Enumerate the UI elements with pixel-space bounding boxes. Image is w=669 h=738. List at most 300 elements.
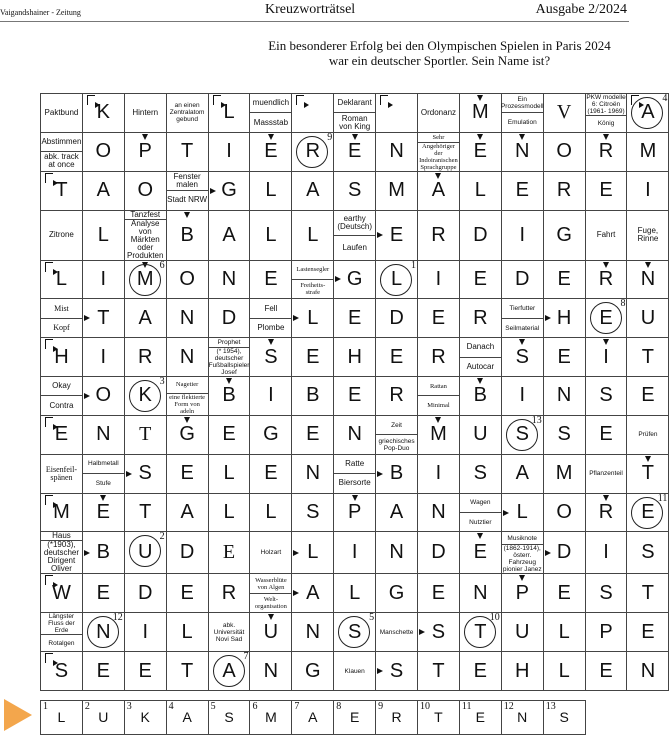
letter-cell[interactable] bbox=[334, 415, 376, 454]
grid-letter: A bbox=[222, 659, 236, 682]
letter-cell[interactable] bbox=[250, 132, 292, 171]
letter-cell[interactable] bbox=[124, 260, 166, 299]
letter-cell[interactable] bbox=[501, 493, 543, 532]
letter-cell[interactable] bbox=[543, 377, 585, 416]
letter-cell[interactable] bbox=[585, 171, 627, 210]
letter-cell[interactable] bbox=[82, 415, 124, 454]
letter-cell[interactable] bbox=[124, 574, 166, 613]
letter-cell[interactable] bbox=[250, 171, 292, 210]
grid-letter: E bbox=[96, 581, 110, 604]
letter-cell[interactable] bbox=[292, 338, 334, 377]
letter-cell[interactable] bbox=[250, 338, 292, 377]
clue-text: Fahrt bbox=[596, 230, 616, 240]
solution-letter: R bbox=[391, 708, 402, 725]
clue-cell bbox=[334, 94, 376, 133]
letter-cell[interactable] bbox=[627, 171, 669, 210]
letter-cell[interactable] bbox=[501, 210, 543, 260]
letter-cell[interactable] bbox=[501, 171, 543, 210]
letter-cell[interactable] bbox=[459, 210, 501, 260]
grid-letter: I bbox=[519, 384, 526, 407]
letter-cell[interactable] bbox=[292, 171, 334, 210]
letter-cell[interactable] bbox=[208, 210, 250, 260]
letter-cell[interactable] bbox=[627, 652, 669, 691]
solution-cell[interactable] bbox=[208, 701, 250, 735]
letter-cell[interactable] bbox=[82, 299, 124, 338]
letter-cell[interactable] bbox=[124, 299, 166, 338]
letter-cell[interactable] bbox=[208, 493, 250, 532]
solution-letter: A bbox=[182, 708, 192, 725]
letter-cell[interactable] bbox=[208, 260, 250, 299]
letter-cell[interactable] bbox=[627, 299, 669, 338]
letter-cell[interactable] bbox=[82, 493, 124, 532]
letter-cell[interactable] bbox=[166, 338, 208, 377]
grid-letter: T bbox=[181, 659, 194, 682]
grid-letter: D bbox=[431, 541, 446, 564]
letter-cell[interactable] bbox=[418, 260, 460, 299]
letter-cell[interactable] bbox=[166, 132, 208, 171]
letter-cell[interactable] bbox=[501, 454, 543, 493]
clue-cell bbox=[501, 532, 543, 574]
letter-cell[interactable] bbox=[124, 338, 166, 377]
letter-cell[interactable] bbox=[82, 652, 124, 691]
letter-cell[interactable] bbox=[292, 454, 334, 493]
grid-letter: E bbox=[641, 384, 655, 407]
letter-cell[interactable] bbox=[82, 260, 124, 299]
clue-text: Danach bbox=[466, 342, 495, 352]
solution-cell[interactable] bbox=[418, 701, 460, 735]
letter-cell[interactable] bbox=[543, 94, 585, 133]
grid-letter: L bbox=[223, 101, 235, 124]
letter-cell[interactable] bbox=[376, 454, 418, 493]
clue-cell bbox=[627, 210, 669, 260]
clue-cell bbox=[208, 338, 250, 377]
letter-cell[interactable] bbox=[627, 338, 669, 377]
letter-cell[interactable] bbox=[418, 338, 460, 377]
arrow-right-icon bbox=[335, 276, 341, 282]
letter-cell[interactable] bbox=[543, 574, 585, 613]
letter-cell[interactable] bbox=[543, 652, 585, 691]
letter-cell[interactable] bbox=[250, 377, 292, 416]
letter-cell[interactable] bbox=[334, 613, 376, 652]
letter-cell[interactable] bbox=[376, 210, 418, 260]
letter-cell[interactable] bbox=[376, 377, 418, 416]
letter-cell[interactable] bbox=[334, 299, 376, 338]
letter-cell[interactable] bbox=[292, 493, 334, 532]
grid-letter: R bbox=[473, 306, 488, 329]
letter-cell[interactable] bbox=[166, 454, 208, 493]
grid-letter: I bbox=[268, 384, 274, 407]
grid-letter: T bbox=[139, 501, 152, 524]
letter-cell[interactable] bbox=[124, 454, 166, 493]
letter-cell[interactable] bbox=[459, 532, 501, 574]
grid-letter: E bbox=[306, 423, 320, 446]
letter-cell[interactable] bbox=[376, 171, 418, 210]
letter-cell[interactable] bbox=[41, 338, 83, 377]
grid-letter: B bbox=[473, 384, 488, 407]
letter-cell[interactable] bbox=[208, 132, 250, 171]
grid-letter: U bbox=[263, 620, 279, 643]
letter-cell[interactable] bbox=[376, 260, 418, 299]
clue-cell bbox=[250, 532, 292, 574]
letter-cell[interactable] bbox=[250, 210, 292, 260]
grid-letter: P bbox=[515, 581, 529, 604]
letter-cell[interactable] bbox=[41, 493, 83, 532]
clue-text: abk. track at once bbox=[41, 151, 82, 170]
grid-letter: S bbox=[306, 501, 320, 524]
arrow-down-right-icon bbox=[45, 173, 53, 183]
letter-cell[interactable] bbox=[585, 377, 627, 416]
arrow-down-right-icon bbox=[380, 95, 388, 105]
grid-row bbox=[41, 613, 669, 652]
clue-text: Laufen bbox=[334, 235, 375, 260]
grid-letter: L bbox=[474, 179, 486, 202]
letter-cell[interactable] bbox=[376, 132, 418, 171]
letter-cell[interactable] bbox=[459, 299, 501, 338]
letter-cell[interactable] bbox=[82, 377, 124, 416]
letter-cell[interactable] bbox=[166, 299, 208, 338]
letter-cell[interactable] bbox=[501, 652, 543, 691]
clue-text: Plombe bbox=[250, 318, 291, 337]
letter-cell[interactable] bbox=[627, 493, 669, 532]
letter-cell[interactable] bbox=[376, 94, 418, 133]
letter-cell[interactable] bbox=[418, 210, 460, 260]
letter-cell[interactable] bbox=[334, 377, 376, 416]
letter-cell[interactable] bbox=[376, 574, 418, 613]
grid-letter: T bbox=[641, 462, 655, 485]
letter-cell[interactable] bbox=[292, 613, 334, 652]
grid-letter: G bbox=[556, 223, 572, 246]
letter-cell[interactable] bbox=[627, 132, 669, 171]
grid-letter: S bbox=[515, 345, 529, 368]
arrow-down-icon bbox=[226, 378, 232, 384]
letter-cell[interactable] bbox=[41, 171, 83, 210]
letter-cell[interactable] bbox=[459, 454, 501, 493]
solution-cell[interactable] bbox=[376, 701, 418, 735]
letter-cell[interactable] bbox=[292, 377, 334, 416]
letter-cell[interactable] bbox=[418, 613, 460, 652]
letter-cell[interactable] bbox=[292, 532, 334, 574]
letter-cell[interactable] bbox=[501, 260, 543, 299]
letter-cell[interactable] bbox=[627, 454, 669, 493]
letter-cell[interactable] bbox=[292, 210, 334, 260]
letter-cell[interactable] bbox=[334, 532, 376, 574]
letter-cell[interactable] bbox=[585, 338, 627, 377]
letter-cell[interactable] bbox=[82, 613, 124, 652]
letter-cell[interactable] bbox=[501, 132, 543, 171]
grid-letter: R bbox=[431, 223, 446, 246]
solution-cell[interactable] bbox=[501, 701, 543, 735]
letter-cell[interactable] bbox=[208, 415, 250, 454]
grid-letter: I bbox=[603, 541, 609, 564]
letter-cell[interactable] bbox=[585, 493, 627, 532]
solution-cell[interactable] bbox=[334, 701, 376, 735]
solution-number: 9 bbox=[378, 701, 384, 712]
letter-cell[interactable] bbox=[82, 210, 124, 260]
letter-cell[interactable] bbox=[208, 574, 250, 613]
grid-letter: E bbox=[348, 384, 362, 407]
letter-cell[interactable] bbox=[459, 94, 501, 133]
letter-cell[interactable] bbox=[334, 171, 376, 210]
grid-letter: S bbox=[348, 179, 362, 202]
grid-row bbox=[41, 210, 669, 260]
letter-cell[interactable] bbox=[627, 377, 669, 416]
solution-cell[interactable] bbox=[543, 701, 585, 735]
letter-cell[interactable] bbox=[585, 415, 627, 454]
clue-cell bbox=[41, 132, 83, 171]
grid-letter: E bbox=[473, 140, 488, 163]
grid-letter: E bbox=[599, 423, 613, 446]
grid-letter: B bbox=[389, 462, 404, 485]
grid-letter: R bbox=[138, 345, 153, 368]
letter-cell[interactable] bbox=[459, 171, 501, 210]
solution-cell[interactable] bbox=[166, 701, 208, 735]
letter-cell[interactable] bbox=[543, 493, 585, 532]
clue-cell bbox=[585, 94, 627, 133]
letter-cell[interactable] bbox=[250, 454, 292, 493]
letter-cell[interactable] bbox=[501, 415, 543, 454]
letter-cell[interactable] bbox=[459, 652, 501, 691]
grid-letter: S bbox=[599, 384, 613, 407]
clue-text: Ein Prozessmodell bbox=[500, 96, 544, 111]
solution-letter: S bbox=[224, 708, 234, 725]
grid-letter: L bbox=[307, 306, 319, 329]
letter-cell[interactable] bbox=[166, 532, 208, 574]
clue-text: eine flektierte Form von adeln bbox=[167, 393, 208, 415]
grid-letter: E bbox=[180, 462, 194, 485]
clue-cell bbox=[459, 493, 501, 532]
letter-cell[interactable] bbox=[292, 132, 334, 171]
letter-cell[interactable] bbox=[41, 574, 83, 613]
grid-letter: S bbox=[599, 581, 613, 604]
solution-number: 1 bbox=[43, 701, 48, 712]
letter-cell[interactable] bbox=[166, 493, 208, 532]
grid-letter: N bbox=[389, 140, 404, 163]
solution-cell[interactable] bbox=[41, 701, 83, 735]
letter-cell[interactable] bbox=[41, 652, 83, 691]
letter-cell[interactable] bbox=[376, 532, 418, 574]
grid-letter: G bbox=[346, 267, 363, 290]
grid-letter: V bbox=[556, 101, 572, 124]
grid-letter: M bbox=[472, 101, 489, 124]
letter-cell[interactable] bbox=[124, 532, 166, 574]
letter-cell[interactable] bbox=[376, 652, 418, 691]
letter-cell[interactable] bbox=[627, 94, 669, 133]
grid-letter: A bbox=[222, 223, 236, 246]
letter-cell[interactable] bbox=[334, 338, 376, 377]
solution-cell[interactable] bbox=[250, 701, 292, 735]
letter-cell[interactable] bbox=[418, 454, 460, 493]
letter-cell[interactable] bbox=[543, 299, 585, 338]
clue-text: Analyse von Märkten oder Produkten bbox=[125, 219, 166, 260]
letter-cell[interactable] bbox=[292, 652, 334, 691]
play-triangle-icon[interactable] bbox=[4, 699, 32, 731]
letter-cell[interactable] bbox=[166, 613, 208, 652]
grid-letter: D bbox=[389, 306, 404, 329]
grid-letter: T bbox=[97, 306, 110, 329]
solution-number: 2 bbox=[84, 701, 90, 712]
letter-cell[interactable] bbox=[166, 210, 208, 260]
letter-cell[interactable] bbox=[82, 574, 124, 613]
clue-text: Angehöriger der Indoiranischen Sprachgruppe bbox=[419, 142, 458, 171]
letter-cell[interactable] bbox=[166, 652, 208, 691]
letter-cell[interactable] bbox=[250, 415, 292, 454]
letter-cell[interactable] bbox=[585, 613, 627, 652]
letter-cell[interactable] bbox=[543, 532, 585, 574]
solution-number: 11 bbox=[461, 701, 472, 712]
letter-cell[interactable] bbox=[543, 132, 585, 171]
letter-cell[interactable] bbox=[418, 532, 460, 574]
letter-cell[interactable] bbox=[250, 652, 292, 691]
letter-cell[interactable] bbox=[627, 532, 669, 574]
letter-cell[interactable] bbox=[82, 171, 124, 210]
grid-row bbox=[41, 338, 669, 377]
grid-letter: E bbox=[431, 581, 446, 604]
letter-cell[interactable] bbox=[208, 94, 250, 133]
arrow-down-icon bbox=[477, 95, 483, 101]
letter-cell[interactable] bbox=[627, 260, 669, 299]
letter-cell[interactable] bbox=[543, 338, 585, 377]
letter-cell[interactable] bbox=[334, 493, 376, 532]
clue-text: Fell bbox=[264, 303, 278, 313]
letter-cell[interactable] bbox=[208, 171, 250, 210]
letter-cell[interactable] bbox=[585, 260, 627, 299]
letter-cell[interactable] bbox=[124, 377, 166, 416]
solution-cell[interactable] bbox=[292, 701, 334, 735]
grid-row bbox=[41, 377, 669, 416]
letter-cell[interactable] bbox=[418, 415, 460, 454]
letter-cell[interactable] bbox=[250, 493, 292, 532]
letter-cell[interactable] bbox=[418, 574, 460, 613]
letter-cell[interactable] bbox=[124, 613, 166, 652]
grid-letter: L bbox=[307, 541, 319, 564]
letter-cell[interactable] bbox=[418, 493, 460, 532]
letter-cell[interactable] bbox=[585, 132, 627, 171]
letter-cell[interactable] bbox=[501, 613, 543, 652]
letter-cell[interactable] bbox=[459, 260, 501, 299]
solution-cell[interactable] bbox=[459, 701, 501, 735]
clue-text: Seilmaterial bbox=[502, 318, 543, 337]
grid-letter: H bbox=[556, 306, 572, 329]
letter-cell[interactable] bbox=[82, 132, 124, 171]
letter-cell[interactable] bbox=[208, 454, 250, 493]
solution-cell[interactable] bbox=[124, 701, 166, 735]
letter-cell[interactable] bbox=[292, 574, 334, 613]
letter-cell[interactable] bbox=[41, 415, 83, 454]
grid-letter: L bbox=[181, 620, 193, 643]
letter-cell[interactable] bbox=[208, 652, 250, 691]
letter-cell[interactable] bbox=[376, 493, 418, 532]
letter-cell[interactable] bbox=[124, 132, 166, 171]
grid-letter: G bbox=[388, 581, 405, 604]
letter-cell[interactable] bbox=[501, 338, 543, 377]
clue-text: Massstab bbox=[250, 112, 291, 131]
solution-letter: E bbox=[475, 708, 486, 725]
clue-text: Haus bbox=[52, 531, 71, 541]
grid-letter: T bbox=[181, 140, 194, 163]
letter-cell[interactable] bbox=[124, 652, 166, 691]
clue-text: Mist bbox=[54, 303, 69, 313]
grid-letter: M bbox=[555, 462, 573, 485]
letter-cell[interactable] bbox=[41, 260, 83, 299]
arrow-down-right-icon bbox=[45, 262, 53, 272]
grid-letter: H bbox=[347, 345, 362, 368]
grid-letter: E bbox=[473, 541, 488, 564]
letter-cell[interactable] bbox=[627, 574, 669, 613]
grid-letter: E bbox=[473, 267, 488, 290]
letter-cell[interactable] bbox=[376, 338, 418, 377]
clue-text: Fuge, Rinne bbox=[637, 226, 659, 244]
letter-cell[interactable] bbox=[82, 94, 124, 133]
clue-cell bbox=[585, 210, 627, 260]
clue-text: Klauen bbox=[344, 667, 365, 675]
letter-cell[interactable] bbox=[376, 299, 418, 338]
letter-cell[interactable] bbox=[82, 338, 124, 377]
solution-number: 3 bbox=[126, 701, 132, 712]
letter-cell[interactable] bbox=[418, 171, 460, 210]
letter-cell[interactable] bbox=[543, 454, 585, 493]
letter-cell[interactable] bbox=[627, 613, 669, 652]
intro-question: Ein besonderer Erfolg bei den Olympischen Spielen in Paris 2024 war ein deutscher Sportler. Sein Name ist? bbox=[268, 38, 611, 68]
letter-cell[interactable] bbox=[459, 377, 501, 416]
letter-cell[interactable] bbox=[543, 415, 585, 454]
letter-cell[interactable] bbox=[459, 574, 501, 613]
letter-cell[interactable] bbox=[292, 299, 334, 338]
letter-cell[interactable] bbox=[292, 415, 334, 454]
letter-cell[interactable] bbox=[208, 532, 250, 574]
grid-letter: D bbox=[556, 541, 572, 564]
letter-cell[interactable] bbox=[418, 299, 460, 338]
letter-cell[interactable] bbox=[418, 652, 460, 691]
letter-cell[interactable] bbox=[208, 299, 250, 338]
grid-letter: E bbox=[431, 306, 446, 329]
letter-cell[interactable] bbox=[124, 171, 166, 210]
letter-cell[interactable] bbox=[334, 132, 376, 171]
letter-cell[interactable] bbox=[166, 260, 208, 299]
solution-cell[interactable] bbox=[82, 701, 124, 735]
letter-cell[interactable] bbox=[543, 613, 585, 652]
letter-cell[interactable] bbox=[292, 94, 334, 133]
clue-text: Ratte bbox=[345, 458, 365, 468]
letter-cell[interactable] bbox=[459, 132, 501, 171]
letter-cell[interactable] bbox=[250, 613, 292, 652]
letter-cell[interactable] bbox=[459, 415, 501, 454]
letter-cell[interactable] bbox=[585, 652, 627, 691]
letter-cell[interactable] bbox=[585, 299, 627, 338]
letter-cell[interactable] bbox=[334, 574, 376, 613]
letter-cell[interactable] bbox=[166, 415, 208, 454]
grid-row bbox=[41, 94, 669, 133]
letter-cell[interactable] bbox=[334, 260, 376, 299]
solution-number: 5 bbox=[210, 701, 216, 712]
letter-cell[interactable] bbox=[585, 532, 627, 574]
letter-cell[interactable] bbox=[543, 260, 585, 299]
letter-cell[interactable] bbox=[82, 532, 124, 574]
letter-cell[interactable] bbox=[208, 377, 250, 416]
letter-cell[interactable] bbox=[501, 574, 543, 613]
letter-cell[interactable] bbox=[124, 493, 166, 532]
letter-cell[interactable] bbox=[543, 171, 585, 210]
letter-cell[interactable] bbox=[543, 210, 585, 260]
letter-cell[interactable] bbox=[501, 377, 543, 416]
letter-cell[interactable] bbox=[124, 415, 166, 454]
arrow-down-icon bbox=[519, 339, 525, 345]
letter-cell[interactable] bbox=[250, 260, 292, 299]
letter-cell[interactable] bbox=[459, 613, 501, 652]
grid-letter: E bbox=[222, 423, 236, 446]
grid-letter: E bbox=[641, 620, 655, 643]
letter-cell[interactable] bbox=[585, 574, 627, 613]
letter-cell[interactable] bbox=[166, 574, 208, 613]
